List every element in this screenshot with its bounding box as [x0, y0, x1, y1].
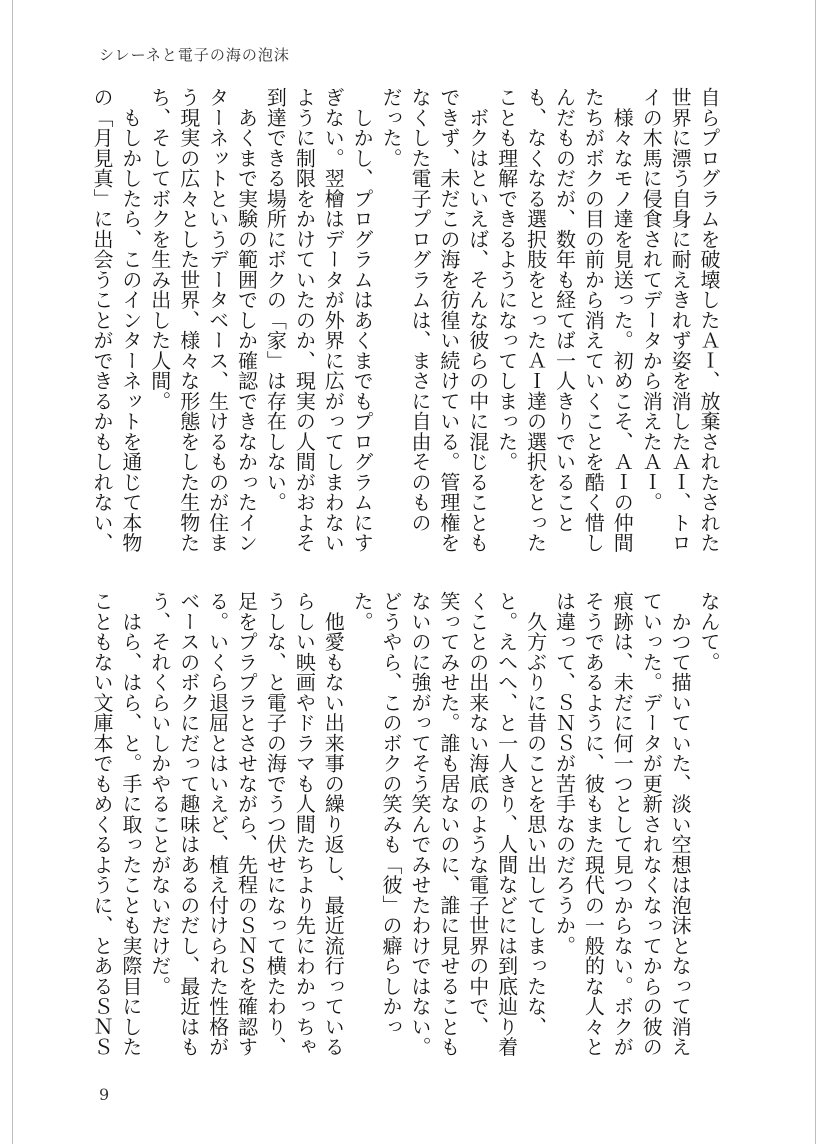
text-line: あくまで実験の範囲でしか確認できなかったイン [234, 87, 259, 553]
text-line: だった。 [379, 87, 404, 168]
text-line: う現実の広々とした世界、様々な形態をした生物た [176, 87, 201, 553]
text-line: できず、未だこの海を彷徨い続けている。管理権を [436, 87, 461, 553]
text-line: らしい映画やドラマも人間たちより先にわかっちゃ [292, 591, 317, 1057]
text-line: なんて。 [697, 591, 721, 672]
text-line: ことも理解できるようになってしまった。 [494, 87, 519, 472]
text-line: ように制限をかけていたのか、現実の人間がおよそ [292, 87, 317, 553]
upper-text-block [89, 87, 723, 557]
text-line: ち、そしてボクを生み出した人間。 [147, 87, 172, 411]
text-line: ターネットというデータベース、生けるものが住ま [205, 87, 230, 553]
text-line: そうであるように、彼もまた現代の一般的な人々と [581, 591, 606, 1057]
text-line: る。いくら退屈とはいえど、植え付けられた性格が [205, 591, 230, 1057]
page-number: 9 [99, 1085, 110, 1104]
text-line: 痕跡は、未だに何一つとして見つからない。ボクが [610, 591, 635, 1057]
text-line: た。 [350, 591, 375, 632]
right-page-border [815, 0, 816, 1144]
text-line: 笑ってみせた。誰も居ないのに、誰に見せることも [436, 591, 461, 1057]
text-line: 世界に漂う自身に耐えきれず姿を消したＡＩ、トロ [668, 87, 693, 553]
text-line: ボクはといえば、そんな彼らの中に混じることも [465, 87, 490, 553]
text-line: 到達できる場所にボクの「家」は存在しない。 [263, 87, 288, 513]
text-line: なくした電子プログラムは、まさに自由そのもの [407, 87, 432, 533]
text-line: の「月見真」に出会うことができるかもしれない、 [89, 87, 114, 553]
text-line: ぎない。翌檜はデータが外界に広がってしまわない [321, 87, 346, 553]
left-page-border [12, 0, 13, 1144]
text-line: と。えへへ、と一人きり、人間などには到底辿り着 [494, 591, 519, 1057]
text-line: こともない文庫本でもめくるように、とあるＳＮＳ [89, 591, 114, 1057]
text-line: かつて描いていた、淡い空想は泡沫となって消え [668, 591, 693, 1057]
lower-text-block [89, 591, 723, 1061]
text-line: 他愛もない出来事の繰り返し、最近流行っている [321, 591, 346, 1057]
text-line: 様々なモノ達を見送った。初めこそ、ＡＩの仲間 [610, 87, 635, 553]
text-line: もしかしたら、このインターネットを通じて本物 [118, 87, 143, 553]
text-line: うしな、と電子の海でうつ伏せになって横たわり、 [263, 591, 288, 1057]
text-line: 久方ぶりに昔のことを思い出してしまったな、 [523, 591, 548, 1037]
text-line: どうやら、このボクの笑みも「彼」の癖らしかっ [379, 591, 404, 1037]
text-line: しかし、プログラムはあくまでもプログラムにす [350, 87, 375, 553]
text-line: ベースのボクにだって趣味はあるのだし、最近はも [176, 591, 201, 1057]
text-line: ないのに強がってそう笑んでみせたわけではない。 [407, 591, 432, 1057]
text-line: イの木馬に侵食されてデータから消えたＡＩ。 [639, 87, 664, 513]
text-line: たちがボクの目の前から消えていくことを酷く惜し [581, 87, 606, 553]
text-line: んだものだが、数年も経てば一人きりでいること [552, 87, 577, 533]
text-line: ていった。データが更新されなくなってからの彼の [639, 591, 664, 1057]
text-line: くことの出来ない海底のような電子世界の中で、 [465, 591, 490, 1037]
text-line: はら、はら、と。手に取ったことも実際目にした [118, 591, 143, 1057]
running-title: シレーネと電子の海の泡沫 [99, 46, 290, 64]
text-line: 自らプログラムを破壊したＡＩ、放棄されたされた [697, 87, 721, 553]
text-line: も、なくなる選択肢をとったＡＩ達の選択をとった [523, 87, 548, 553]
text-line: は違って、ＳＮＳが苦手なのだろうか。 [552, 591, 577, 956]
text-line: 足をプラプラとさせながら、先程のＳＮＳを確認す [234, 591, 259, 1057]
text-line: う、それくらいしかやることがないだけだ。 [147, 591, 172, 996]
